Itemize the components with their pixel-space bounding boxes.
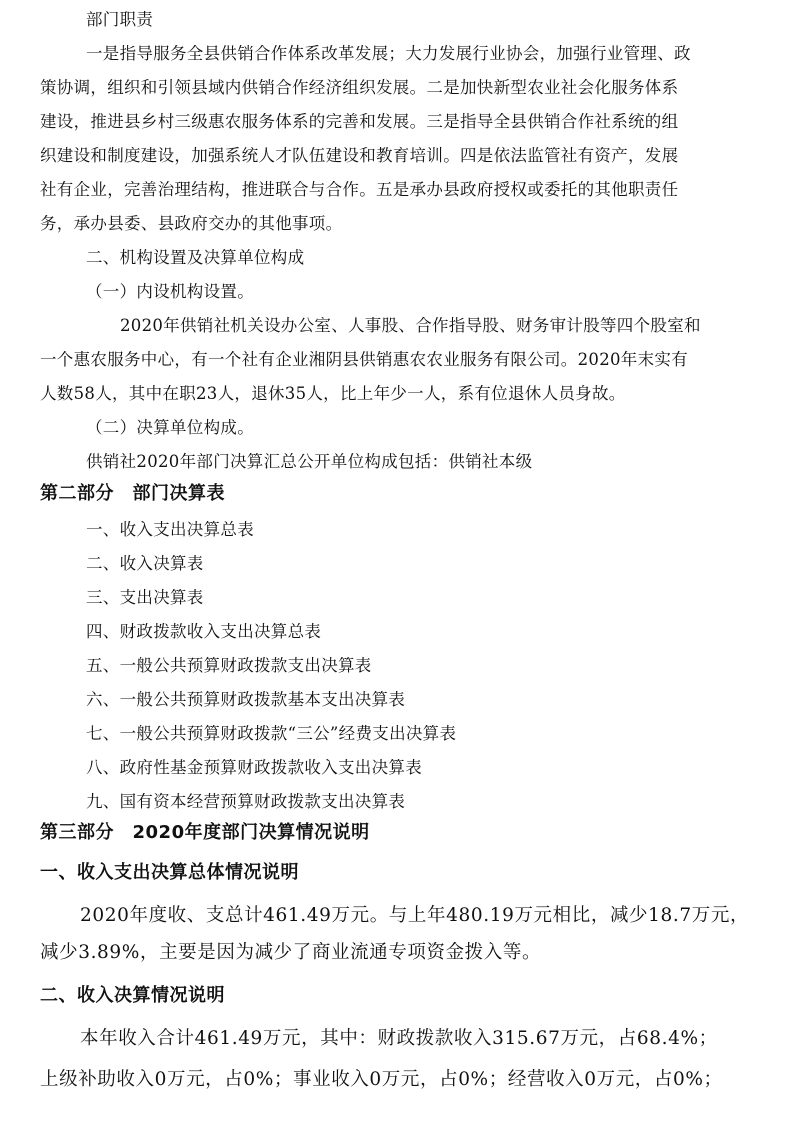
paragraph-line: 务，承办县委、县政府交办的其他事项。	[40, 214, 343, 233]
paragraph-line: 供销社2020年部门决算汇总公开单位构成包括：供销社本级	[86, 452, 533, 471]
list-item: 三、支出决算表	[86, 588, 204, 607]
internal-org-title: （一）内设机构设置。	[86, 282, 254, 301]
section1-heading: 一、收入支出决算总体情况说明	[40, 862, 299, 883]
paragraph-line: 建设，推进县乡村三级惠农服务体系的完善和发展。三是指导全县供销合作社系统的组	[40, 112, 679, 131]
list-item: 一、收入支出决算总表	[86, 520, 254, 539]
org-structure-title: 二、机构设置及决算单位构成	[86, 248, 305, 267]
paragraph-line: 减少3.89%，主要是因为减少了商业流通专项资金拨入等。	[40, 942, 542, 963]
list-item: 九、国有资本经营预算财政拨款支出决算表	[86, 792, 406, 811]
list-item: 五、一般公共预算财政拨款支出决算表	[86, 656, 372, 675]
paragraph-line: 上级补助收入0万元，占0%；事业收入0万元，占0%；经营收入0万元，占0%；	[40, 1069, 723, 1090]
list-item: 八、政府性基金预算财政拨款收入支出决算表	[86, 758, 422, 777]
paragraph-line: 社有企业，完善治理结构，推进联合与合作。五是承办县政府授权或委托的其他职责任	[40, 180, 679, 199]
paragraph-line: 一是指导服务全县供销合作体系改革发展；大力发展行业协会，加强行业管理、政	[86, 44, 691, 63]
budget-units-title: （二）决算单位构成。	[86, 418, 254, 437]
list-item: 六、一般公共预算财政拨款基本支出决算表	[86, 690, 406, 709]
dept-duties-title: 部门职责	[86, 10, 154, 29]
paragraph-line: 策协调，组织和引领县域内供销合作经济组织发展。二是加快新型农业社会化服务体系	[40, 78, 679, 97]
paragraph-line: 织建设和制度建设，加强系统人才队伍建设和教育培训。四是依法监管社有资产，发展	[40, 146, 679, 165]
paragraph-line: 2020年度收、支总计461.49万元。与上年480.19万元相比，减少18.7万元，	[80, 905, 750, 926]
list-item: 二、收入决算表	[86, 554, 204, 573]
paragraph-line: 本年收入合计461.49万元，其中：财政拨款收入315.67万元，占68.4%；	[80, 1028, 718, 1049]
part2-heading: 第二部分 部门决算表	[40, 483, 225, 504]
list-item: 四、财政拨款收入支出决算总表	[86, 622, 322, 641]
paragraph-line: 人数58人，其中在职23人，退休35人，比上年少一人，系有位退休人员身故。	[40, 384, 626, 403]
section2-heading: 二、收入决算情况说明	[40, 985, 225, 1006]
list-item: 七、一般公共预算财政拨款“三公”经费支出决算表	[86, 724, 457, 743]
part3-heading: 第三部分 2020年度部门决算情况说明	[40, 822, 370, 843]
paragraph-line: 一个惠农服务中心，有一个社有企业湘阴县供销惠农农业服务有限公司。2020年末实有	[40, 350, 688, 369]
paragraph-line: 2020年供销社机关设办公室、人事股、合作指导股、财务审计股等四个股室和	[120, 316, 701, 335]
